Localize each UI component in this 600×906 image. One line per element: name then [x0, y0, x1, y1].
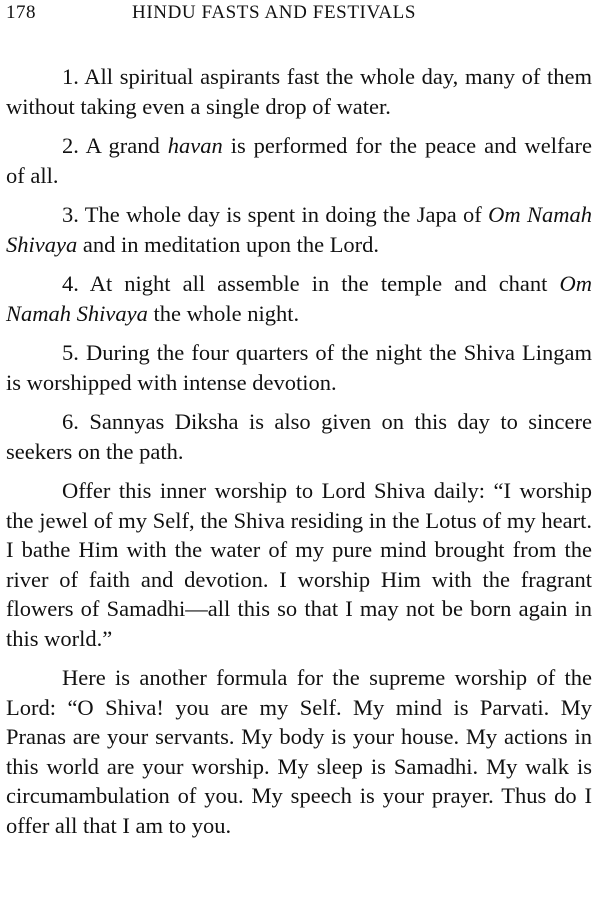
paragraph-3-text-a: 3. The whole day is spent in doing the Japa of [62, 202, 489, 227]
paragraph-3-text-b: and in meditation upon the Lord. [77, 231, 380, 257]
paragraph-2-text-a: 2. A grand [62, 133, 168, 158]
paragraph-8: Here is another formula for the supreme worship of the Lord: “O Shiva! you are my Self. My mind is Parvati. My Pranas are your servants. My body is your house. My actions in this world are your worship. My sleep is Samadhi. My walk is circumambulation of you. My speech is your prayer. Thus do I offer all that I am to you. [6, 665, 592, 838]
paragraph-1: 1. All spiritual aspirants fast the whole day, many of them without taking even a single drop of water. [6, 64, 592, 119]
paragraph-4-text-a: 4. At night all assemble in the temple and chant [62, 271, 560, 296]
running-title: HINDU FASTS AND FESTIVALS [132, 2, 417, 23]
paragraph-7: Offer this inner worship to Lord Shiva daily: “I worship the jewel of my Self, the Shiva residing in the Lotus of my heart. I bathe Him with the water of my pure mind brought from the river of faith and devotion. I worship Him with the fragrant flowers of Samadhi—all this so that I may not be born again in this world.” [6, 478, 592, 651]
paragraph-4-text-b: the whole night. [147, 300, 300, 326]
paragraph-6: 6. Sannyas Diksha is also given on this day to sincere seekers on the path. [6, 409, 592, 464]
paragraph-4 [6, 269, 592, 328]
paragraph-2-italic: havan [167, 133, 223, 158]
page-number: 178 [6, 2, 36, 23]
body-text [6, 62, 592, 840]
paragraph-3-italic: Om Namah Shivaya [6, 202, 592, 257]
running-header [6, 0, 592, 30]
paragraph-5: 5. During the four quarters of the night the Shiva Lingam is worshipped with intense devotion. [6, 340, 592, 395]
paragraph-3 [6, 200, 592, 259]
paragraph-2 [6, 131, 592, 190]
paragraph-4-italic: Om Namah Shivaya [6, 271, 592, 326]
paragraph-2-text-b: is performed for the peace and welfare of all. [6, 133, 593, 188]
